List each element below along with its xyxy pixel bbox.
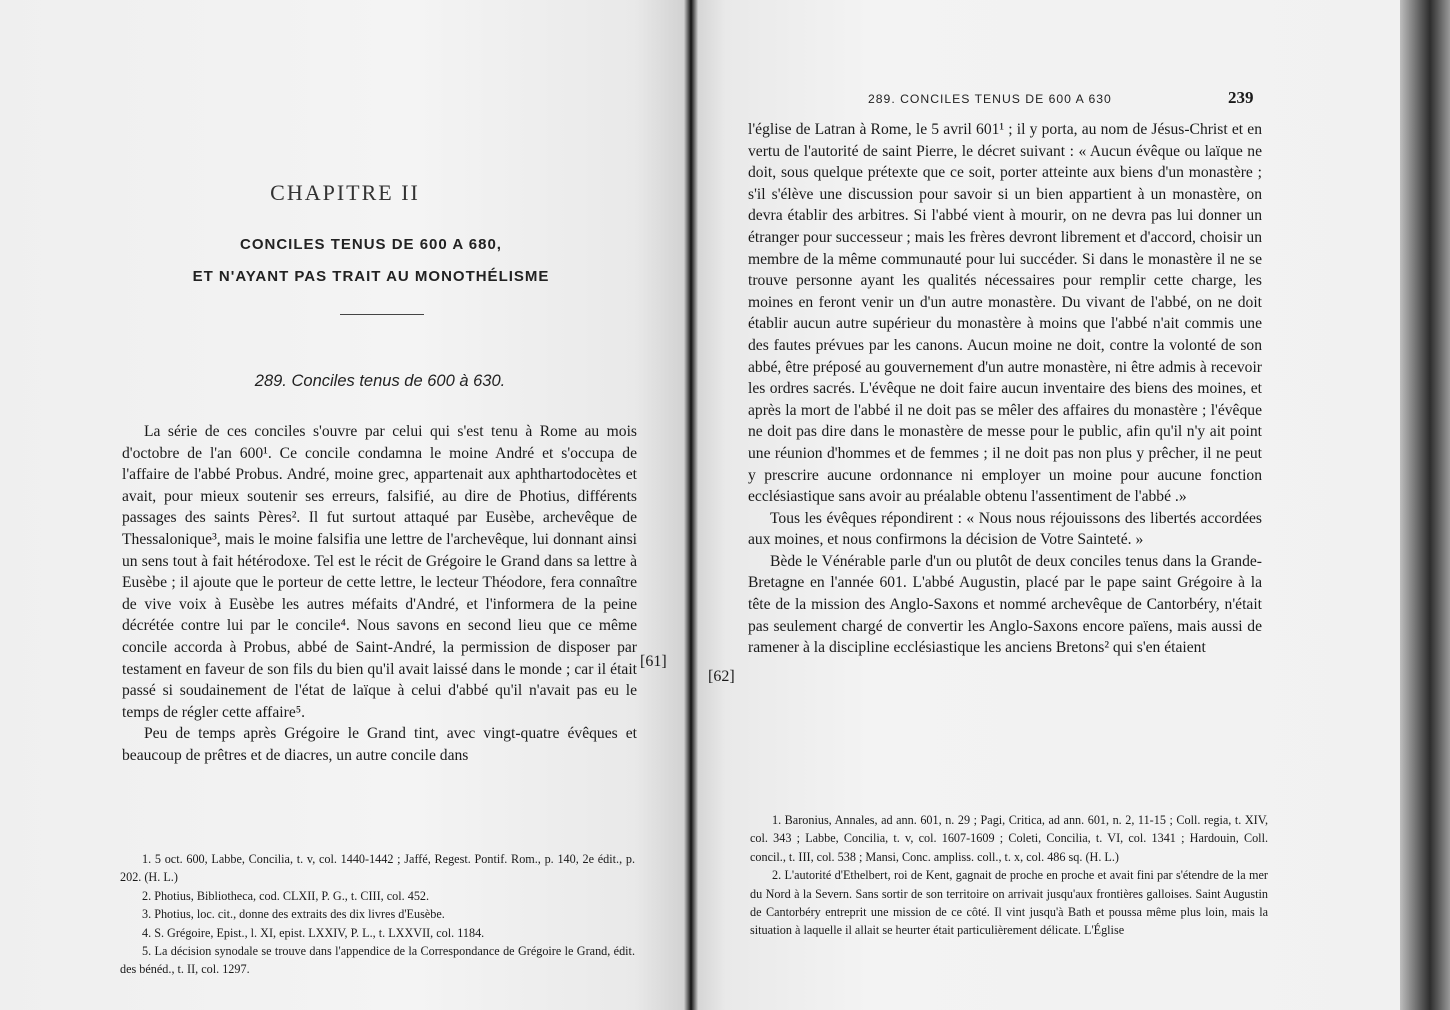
chapter-subtitle-line2: ET N'AYANT PAS TRAIT AU MONOTHÉLISME bbox=[192, 268, 550, 285]
right-footnotes bbox=[750, 811, 1268, 940]
right-paragraph: Tous les évêques répondirent : « Nous nous réjouissons des libertés accordées aux moines, et nous confirmons la décision de Votre Sainteté. » bbox=[748, 509, 1262, 549]
footnote: 2. Photius, Bibliotheca, cod. CLXII, P. G., t. CIII, col. 452. bbox=[142, 888, 430, 903]
page-edge-stack bbox=[1400, 0, 1450, 1010]
right-paragraph: Bède le Vénérable parle d'un ou plutôt de deux conciles tenus dans la Grande-Bretagne en l'année 601. L'abbé Augustin, placé par le pape saint Grégoire à la tête de la mission des Anglo-Saxons et nommé archevêque de Cantorbéry, n'était pas seulement chargé de convertir les Anglo-Saxons encore païens, mais aussi de ramener à la discipline ecclésiastique les anciens Bretons² qui s'en étaient bbox=[748, 552, 1262, 657]
chapter-divider bbox=[340, 314, 424, 315]
footnote: 1. 5 oct. 600, Labbe, Concilia, t. v, col. 1440-1442 ; Jaffé, Regest. Pontif. Rom., p. 140, 2e édit., p. 202. (H. L.) bbox=[120, 852, 635, 885]
footnote: 4. S. Grégoire, Epist., l. XI, epist. LXXIV, P. L., t. LXXVII, col. 1184. bbox=[142, 925, 485, 940]
section-title: 289. Conciles tenus de 600 à 630. bbox=[254, 372, 506, 390]
left-paragraph: Peu de temps après Grégoire le Grand tint, avec vingt-quatre évêques et beaucoup de prêtres et de diacres, un autre concile dans bbox=[122, 725, 637, 764]
chapter-title: CHAPITRE II bbox=[270, 180, 420, 205]
right-body-text bbox=[748, 119, 1262, 659]
chapter-subtitle-line1: CONCILES TENUS DE 600 A 680, bbox=[240, 236, 502, 253]
right-paragraph: l'église de Latran à Rome, le 5 avril 601¹ ; il y porta, au nom de Jésus-Christ et en vertu de l'autorité de saint Pierre, le décret suivant : « Aucun évêque ou laïque ne doit, sous quelque prétexte que ce soit, porter atteinte aux biens d'un monastère ; s'il s'élève une discussion pour savoir si un bien appartient à un monastère, on devra établir des arbitres. Si l'abbé vient à mourir, on ne devra pas lui donner un étranger pour successeur ; mais les frères devront librement et d'accord, choisir un membre de la même communauté pour lui succéder. Si dans le monastère il ne se trouve personne ayant les qualités nécessaires pour remplir cette charge, les moines en feront venir un d'un autre monastère. Du vivant de l'abbé, on ne doit établir aucun autre supérieur du monastère à moins que l'abbé n'ait commis une des fautes prévues par les canons. Aucun moine ne doit, contre la volonté de son abbé, être préposé au gouvernement d'un autre monastère, ni être admis à recevoir les ordres sacrés. L'évêque ne doit faire aucun inventaire des biens des moines, et après la mort de l'abbé il ne doit pas se mêler des affaires du monastère ; l'évêque ne doit pas dire dans le monastère de messe pour le public, afin qu'il n'y ait point une réunion d'hommes et de femmes ; il ne doit pas non plus y prêcher, il ne peut y prescrire aucune ordonnance ni employer un moine pour aucune fonction ecclésiastique sans avoir au préalable obtenu l'assentiment de l'abbé .» bbox=[748, 121, 1262, 506]
left-paragraph: La série de ces conciles s'ouvre par celui qui s'est tenu à Rome au mois d'octobre de l'an 600¹. Ce concile condamna le moine André et s'occupa de l'affaire de l'abbé Probus. André, moine grec, appartenait aux aphthartodocètes et avait, pour mieux soutenir ses erreurs, falsifié, au dire de Photius, différents passages des saints Pères². Il fut surtout attaqué par Eusèbe, archevêque de Thessalonique³, mais le moine falsifia une lettre de l'archevêque, lui donnant ainsi un sens tout à fait hétérodoxe. Tel est le récit de Grégoire le Grand dans sa lettre à Eusèbe ; il ajoute que le porteur de cette lettre, le lecteur Théodore, fera connaître de vive voix à Eusèbe les autres méfaits d'André, et l'informera de la peine décrétée contre lui par le concile⁴. Nous savons en second lieu que ce même concile accorda à Probus, abbé de Saint-André, la permission de disposer par testament en faveur de son fils du bien qu'il avait laissé dans le monde ; car il était passé si soudainement de l'état de laïque à celui d'abbé qu'il n'avait pas eu le temps de régler cette affaire⁵. bbox=[122, 423, 637, 721]
footnote: 5. La décision synodale se trouve dans l'appendice de la Correspondance de Grégoire le Grand, édit. des bénéd., t. II, col. 1297. bbox=[120, 944, 635, 977]
book-gutter bbox=[684, 0, 698, 1010]
page-number: 239 bbox=[1228, 88, 1254, 107]
footnote: 2. L'autorité d'Ethelbert, roi de Kent, gagnait de proche en proche et avait fini par s'étendre de la mer du Nord à la Severn. Sans sortir de son territoire on arrivait jusqu'aux frontières galloises. Saint Augustin de Cantorbéry entreprit une mission de ce côté. Il vint jusqu'à Bath et poussa même plus loin, mais la situation à laquelle il allait se heurter était particulièrement délicate. L'Église bbox=[750, 868, 1268, 938]
left-footnotes bbox=[120, 850, 635, 979]
footnote: 1. Baronius, Annales, ad ann. 601, n. 29 ; Pagi, Critica, ad ann. 601, n. 2, 11-15 ; Coll. regia, t. XIV, col. 343 ; Labbe, Concilia, t. v, col. 1607-1609 ; Coleti, Concilia, t. VI, col. 1341 ; Hardouin, Coll. concil., t. III, col. 538 ; Mansi, Conc. ampliss. coll., t. x, col. 486 sq. (H. L.) bbox=[750, 813, 1268, 864]
right-margin-number: [62] bbox=[708, 668, 735, 685]
running-head: 289. CONCILES TENUS DE 600 A 630 bbox=[868, 92, 1112, 106]
footnote: 3. Photius, loc. cit., donne des extraits des dix livres d'Eusèbe. bbox=[142, 907, 445, 922]
left-margin-number: [61] bbox=[640, 653, 667, 670]
left-body-text bbox=[122, 421, 637, 767]
